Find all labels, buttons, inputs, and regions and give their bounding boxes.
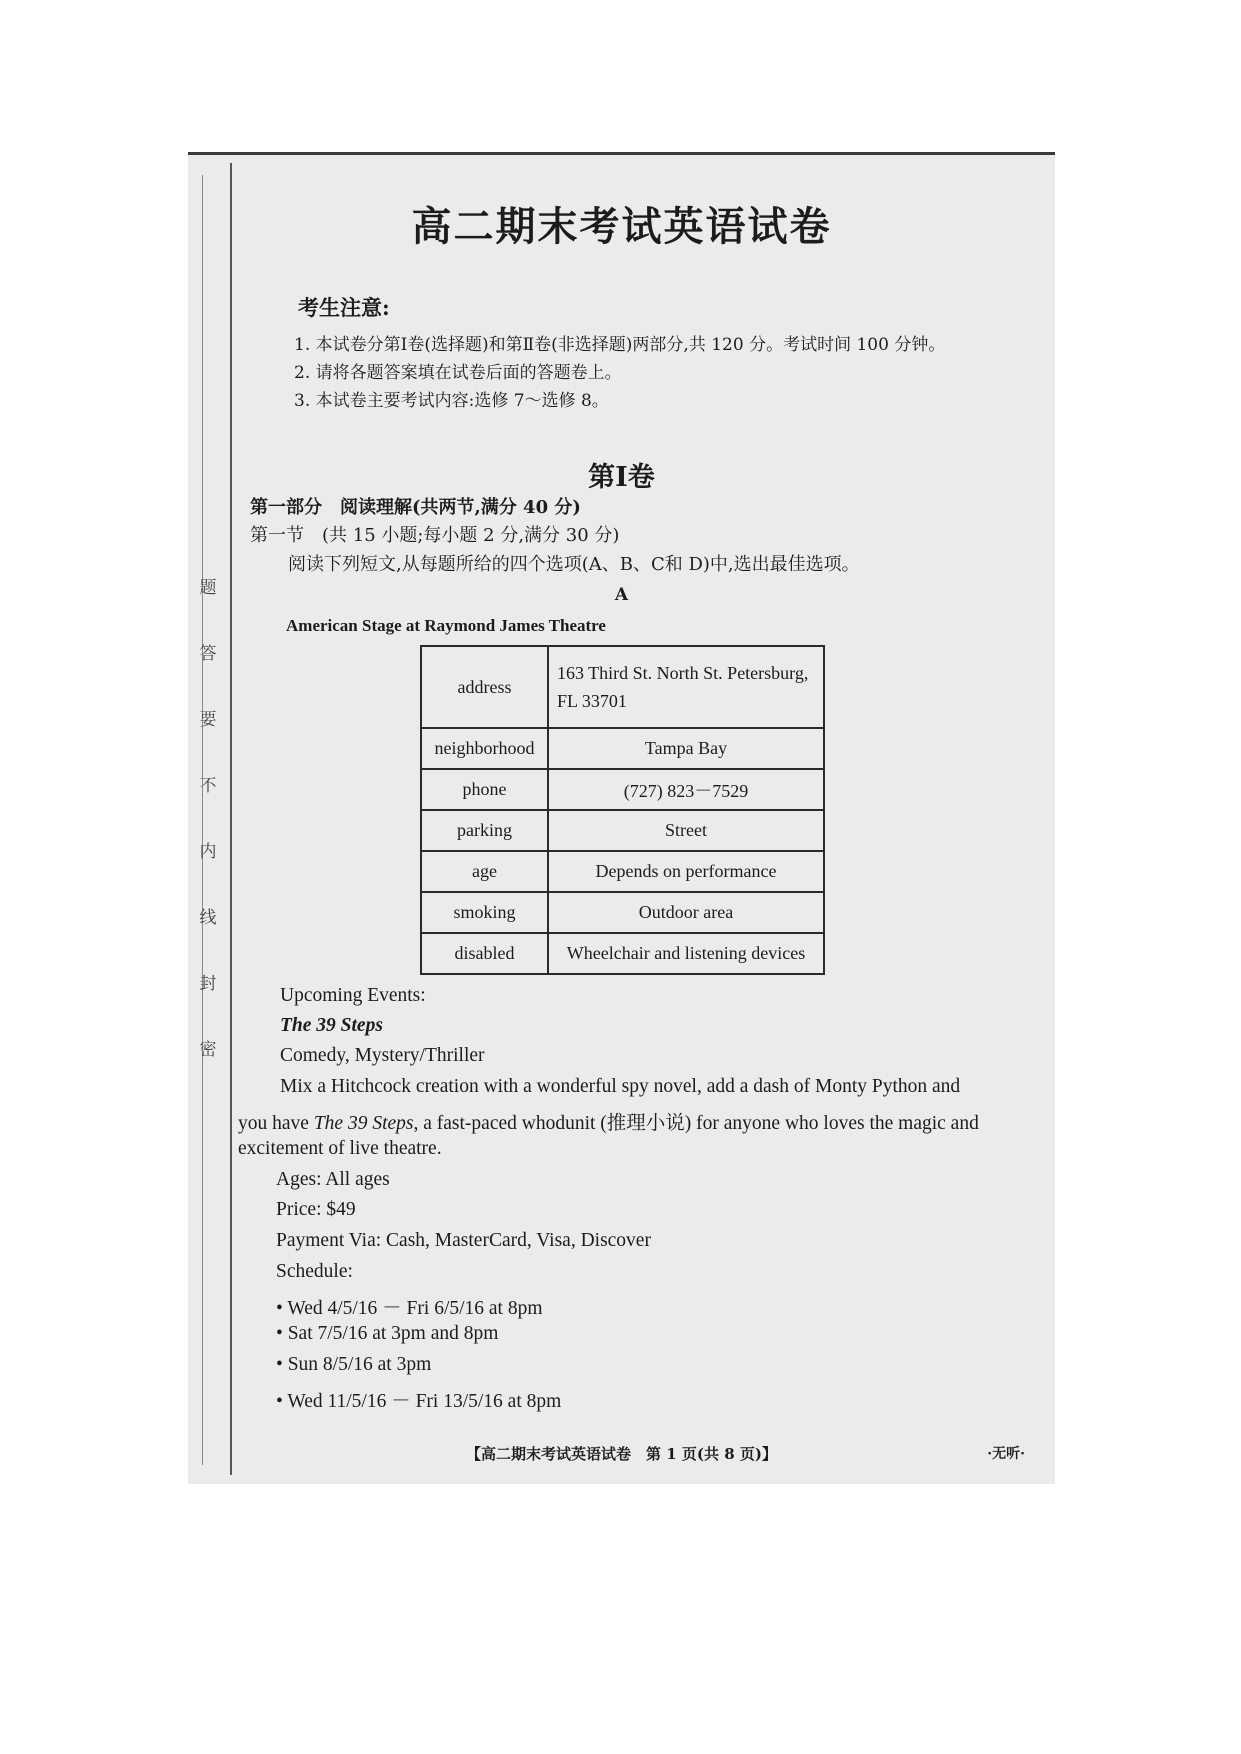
seal-char: 内 — [199, 842, 217, 862]
table-key: neighborhood — [421, 728, 548, 769]
table-row — [421, 892, 824, 933]
schedule-item: • Sat 7/5/16 at 3pm and 8pm — [276, 1323, 499, 1344]
show-genre: Comedy, Mystery/Thriller — [280, 1045, 485, 1066]
desc-text: , a fast-paced whodunit (推理小说) for anyone who loves the magic and — [413, 1113, 979, 1134]
events-heading: Upcoming Events: — [280, 985, 426, 1006]
passage-title: American Stage at Raymond James Theatre — [286, 616, 606, 635]
table-value: Depends on performance — [548, 851, 824, 892]
table-key: age — [421, 851, 548, 892]
table-row — [421, 933, 824, 974]
section-heading: 第一节 (共 15 小题;每小题 2 分,满分 30 分) — [250, 525, 620, 546]
table-value: Tampa Bay — [548, 728, 824, 769]
show-description-line: excitement of live theatre. — [238, 1138, 442, 1159]
table-key: address — [421, 646, 548, 728]
table-row — [421, 851, 824, 892]
seal-char: 答 — [199, 644, 217, 664]
desc-italic-title: The 39 Steps — [313, 1113, 414, 1134]
table-row — [421, 646, 824, 728]
binding-line — [230, 163, 232, 1475]
notice-item: 1. 本试卷分第Ⅰ卷(选择题)和第Ⅱ卷(非选择题)两部分,共 120 分。考试时间 100 分钟。 — [294, 335, 946, 355]
schedule-item: • Wed 11/5/16 － Fri 13/5/16 at 8pm — [276, 1391, 562, 1412]
page-footer: 【高二期末考试英语试卷 第 1 页(共 8 页)】 — [466, 1445, 777, 1463]
table-row — [421, 769, 824, 810]
notice-heading: 考生注意: — [298, 295, 390, 320]
table-row — [421, 810, 824, 851]
table-key: smoking — [421, 892, 548, 933]
seal-char: 题 — [199, 578, 217, 598]
table-value: Outdoor area — [548, 892, 824, 933]
schedule-item: • Sun 8/5/16 at 3pm — [276, 1354, 432, 1375]
table-key: phone — [421, 769, 548, 810]
show-description-line: Mix a Hitchcock creation with a wonderful spy novel, add a dash of Monty Python and — [280, 1076, 961, 1097]
show-description-line — [238, 1107, 979, 1135]
ages-line: Ages: All ages — [276, 1169, 390, 1190]
table-key: parking — [421, 810, 548, 851]
price-line: Price: $49 — [276, 1199, 356, 1220]
table-row — [421, 728, 824, 769]
table-value: Wheelchair and listening devices — [548, 933, 824, 974]
schedule-item: • Wed 4/5/16 － Fri 6/5/16 at 8pm — [276, 1298, 543, 1319]
instruction-text: 阅读下列短文,从每题所给的四个选项(A、B、C和 D)中,选出最佳选项。 — [288, 554, 860, 575]
footer-mark: ·无听· — [987, 1446, 1025, 1462]
seal-char: 要 — [199, 710, 217, 730]
table-value: 163 Third St. North St. Petersburg, FL 33701 — [548, 646, 824, 728]
seal-char: 线 — [199, 908, 217, 928]
part-heading: 第一部分 阅读理解(共两节,满分 40 分) — [250, 497, 581, 518]
exam-title: 高二期末考试英语试卷 — [411, 203, 832, 250]
notice-item: 3. 本试卷主要考试内容:选修 7～选修 8。 — [294, 391, 609, 411]
table-key: disabled — [421, 933, 548, 974]
table-value: Street — [548, 810, 824, 851]
table-value: (727) 823－7529 — [548, 769, 824, 810]
seal-char: 密 — [199, 1040, 217, 1060]
notice-item: 2. 请将各题答案填在试卷后面的答题卷上。 — [294, 363, 622, 383]
exam-page-photo — [188, 152, 1055, 1484]
volume-heading: 第Ⅰ卷 — [588, 462, 655, 493]
show-title: The 39 Steps — [280, 1015, 383, 1036]
theatre-info-table — [420, 645, 825, 975]
seal-char: 封 — [199, 974, 217, 994]
payment-line: Payment Via: Cash, MasterCard, Visa, Discover — [276, 1230, 651, 1251]
passage-letter: A — [614, 585, 629, 605]
seal-char: 不 — [199, 776, 217, 796]
desc-text: you have — [238, 1113, 314, 1134]
seal-line-text — [196, 555, 220, 1083]
schedule-heading: Schedule: — [276, 1261, 353, 1282]
